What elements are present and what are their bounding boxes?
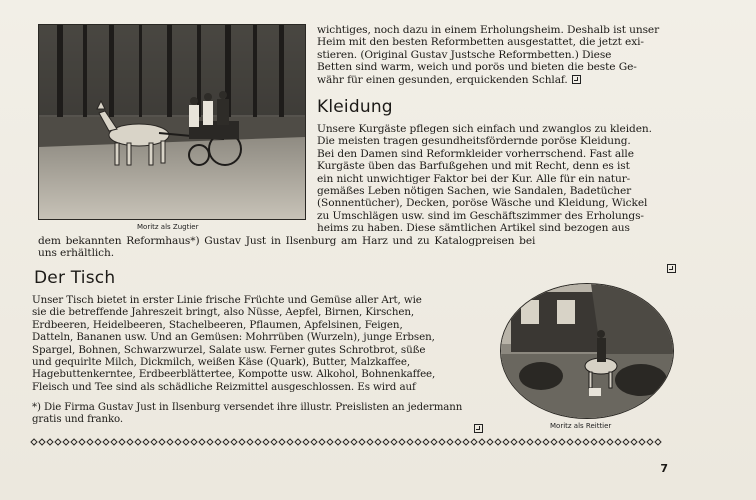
text-line: Kurgäste üben das Barfußgehen und mit Recht, denn es ist xyxy=(317,160,630,173)
text-line: ein nicht unwichtiger Faktor bei der Kur. Alle für ein natur- xyxy=(317,172,631,185)
text-line: stieren. (Original Gustav Justsche Reformbetten.) Diese xyxy=(317,48,612,61)
photo-donkey-cart xyxy=(38,24,306,220)
text-line: Heim mit den besten Reformbetten ausgestattet, die jetzt exi- xyxy=(317,36,644,49)
text-line: wichtiges, noch dazu in einem Erholungsheim. Deshalb ist unser xyxy=(317,24,660,36)
text-line: sie die betreffende Jahreszeit bringt, also Nüsse, Aepfel, Birnen, Kirschen, xyxy=(32,306,415,319)
tisch-paragraph xyxy=(32,294,435,393)
text-line: und gequirlte Milch, Dickmilch, weißen Käse (Quark), Butter, Malzkaffee, xyxy=(32,356,411,369)
text-line: Datteln, Bananen usw. Und an Gemüsen: Mohrrüben (Wurzeln), junge Erbsen, xyxy=(32,331,435,344)
intro-paragraph xyxy=(317,24,659,86)
text-line: gemäßes Leben nötigen Sachen, wie Sandalen, Badetücher xyxy=(317,185,632,198)
kleidung-wide-line: dem bekannten Reformhaus*) Gustav Just in Ilsenburg am Harz und zu Katalogpreisen bei xyxy=(38,235,536,247)
text-line: Fleisch und Tee sind als schädliche Reizmittel ausgeschlossen. Es wird auf xyxy=(32,380,416,393)
donkey-cart-image xyxy=(39,25,305,219)
text-line: Erdbeeren, Heidelbeeren, Stachelbeeren, Pflaumen, Apfelsinen, Feigen, xyxy=(32,318,403,331)
text-line: währ für einen gesunden, erquickenden Schlaf. xyxy=(317,74,659,86)
text-line: Bei den Damen sind Reformkleider vorherrschend. Fast alle xyxy=(317,147,634,160)
footnote-line: *) Die Firma Gustav Just in Ilsenburg versendet ihre illustr. Preislisten an jedermann xyxy=(32,402,463,413)
text-line: Hagebuttenkerntee, Erdbeerblättertee, Kompotte usw. Alkohol, Bohnenkaffee, xyxy=(32,368,436,381)
text-line: (Sonnentücher), Decken, poröse Wäsche und Kleidung, Wickel xyxy=(317,197,648,210)
heading-der-tisch: Der Tisch xyxy=(34,268,116,288)
kleidung-paragraph xyxy=(317,123,652,235)
paragraph-end-mark-icon xyxy=(572,75,581,84)
paragraph-end-mark-icon xyxy=(667,264,676,273)
paragraph-end-mark-icon xyxy=(474,424,483,433)
photo-caption-bottom: Moritz als Reittier xyxy=(550,422,612,430)
donkey-rider-image xyxy=(501,284,673,418)
photo-donkey-rider xyxy=(500,283,674,419)
text-line: Betten sind warm, weich und porös und bieten die beste Ge- xyxy=(317,61,637,74)
kleidung-last-line: uns erhältlich. xyxy=(38,247,114,259)
page-number: 7 xyxy=(660,462,668,475)
text-line: Unsere Kurgäste pflegen sich einfach und zwanglos zu kleiden. xyxy=(317,123,652,135)
heading-kleidung: Kleidung xyxy=(317,97,393,117)
footnote xyxy=(32,402,462,427)
text-line: Die meisten tragen gesundheitsfördernde poröse Kleidung. xyxy=(317,135,631,148)
photo-caption-top: Moritz als Zugtier xyxy=(137,223,199,231)
text-line: heims zu haben. Diese sämtlichen Artikel sind bezogen aus xyxy=(317,222,630,235)
ornamental-divider-icon xyxy=(30,437,670,447)
text-line: zu Umschlägen usw. sind im Geschäftszimmer des Erholungs- xyxy=(317,209,644,222)
footnote-line: gratis und franko. xyxy=(32,414,124,426)
text-line: Spargel, Bohnen, Schwarzwurzel, Salate usw. Ferner gutes Schrotbrot, süße xyxy=(32,343,426,356)
text-line: Unser Tisch bietet in erster Linie frische Früchte und Gemüse aller Art, wie xyxy=(32,294,422,306)
